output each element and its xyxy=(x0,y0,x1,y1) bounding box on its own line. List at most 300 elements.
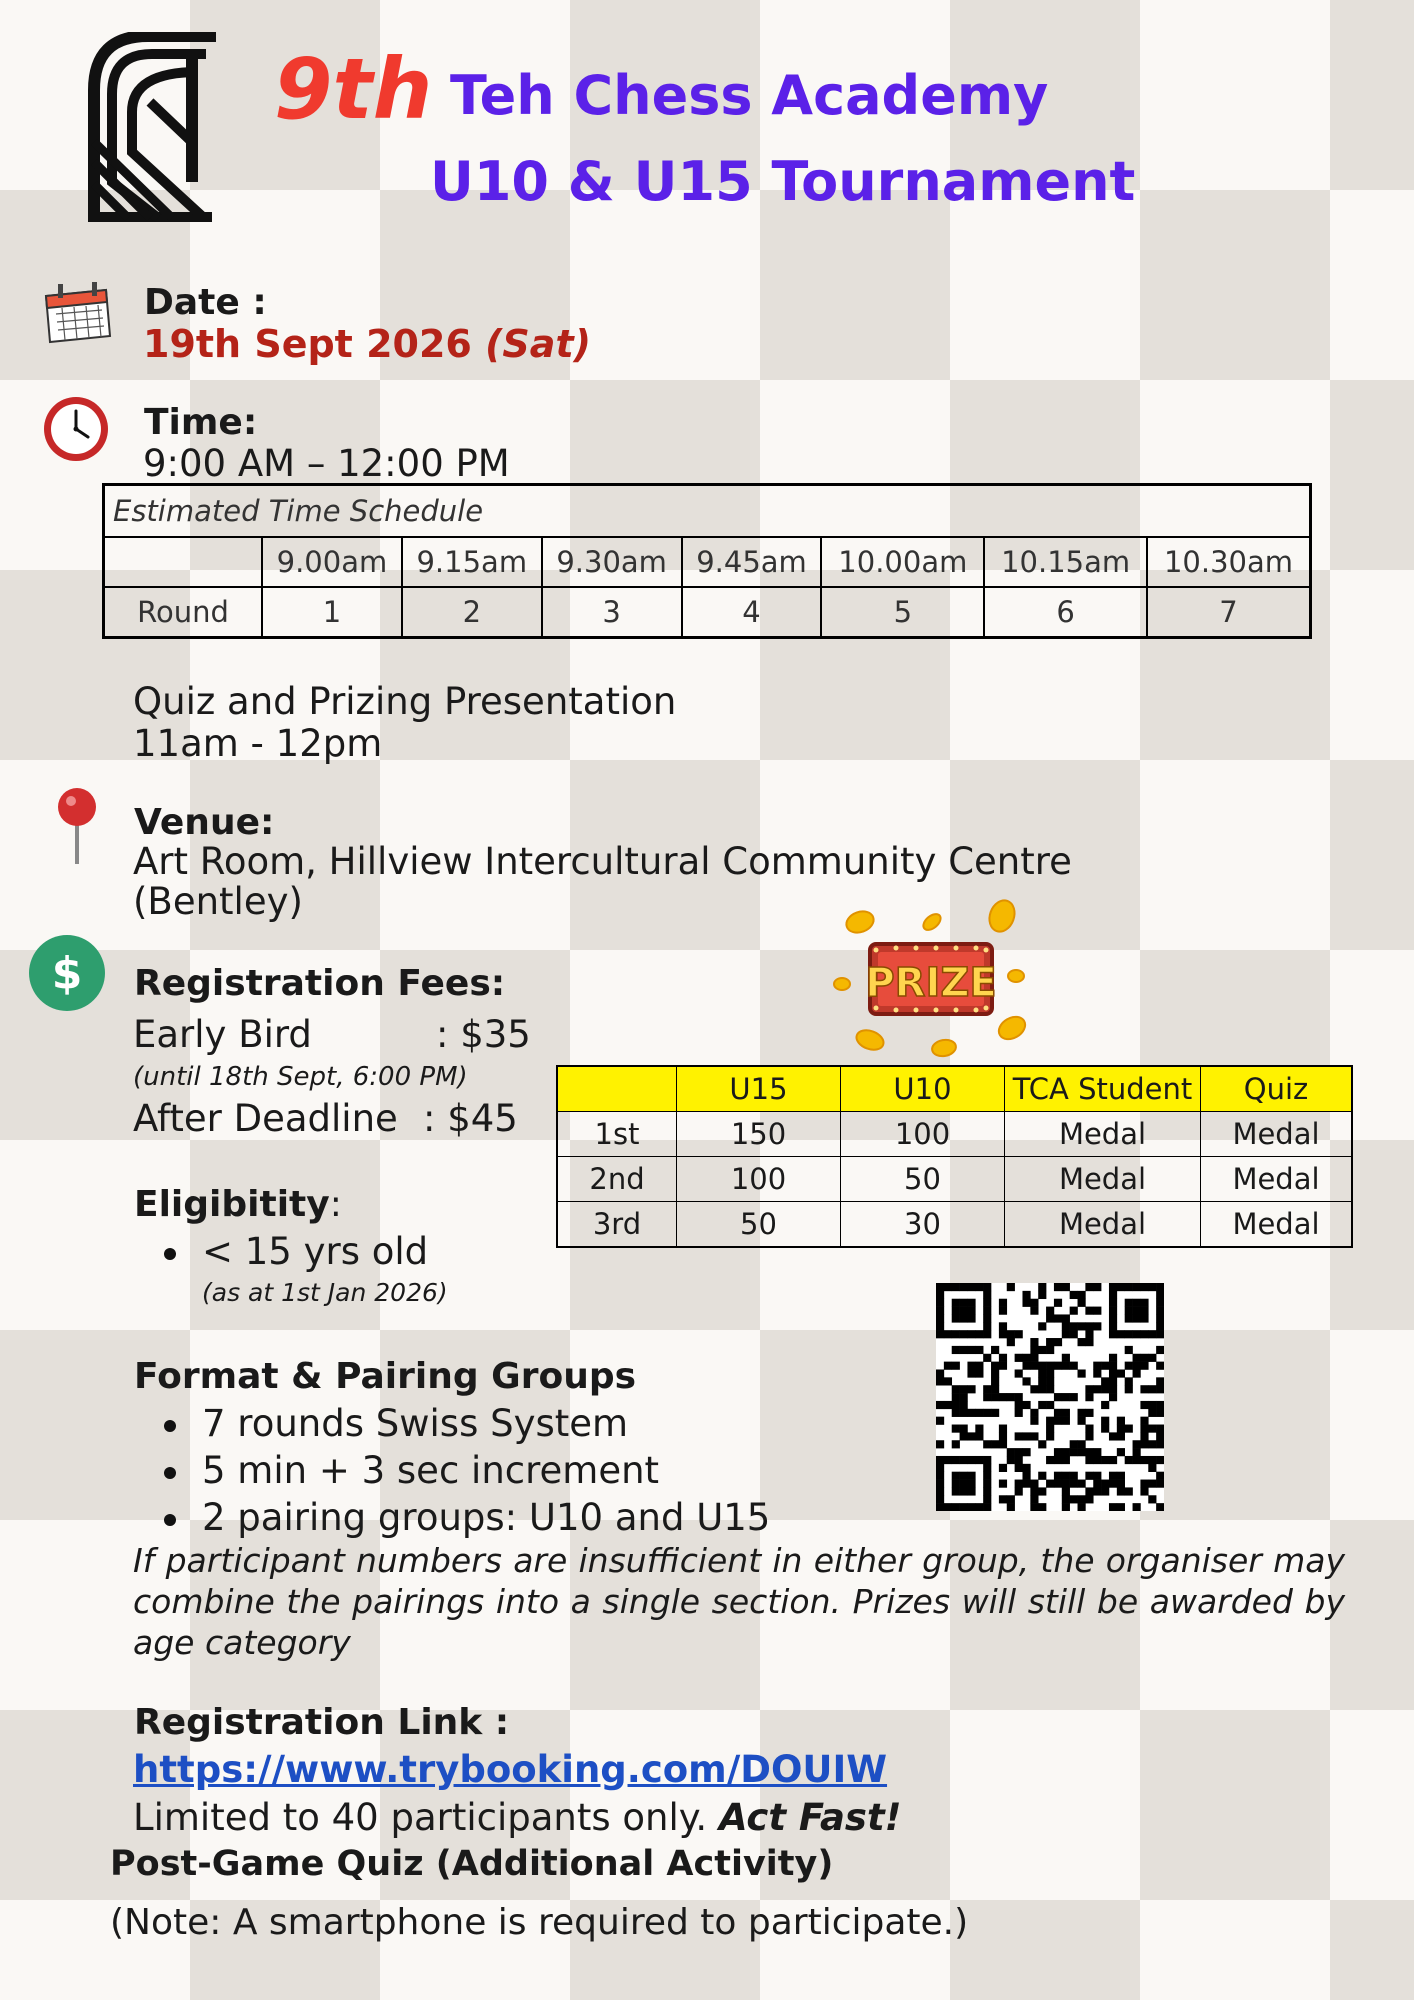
qr-module xyxy=(967,1503,975,1511)
schedule-round: 2 xyxy=(402,587,542,638)
qr-module xyxy=(936,1330,944,1338)
qr-module xyxy=(1156,1346,1164,1354)
schedule-time: 9.30am xyxy=(542,537,682,587)
qr-module xyxy=(1109,1472,1117,1480)
date-label: Date : xyxy=(144,282,267,323)
qr-module xyxy=(952,1299,960,1307)
qr-module xyxy=(1117,1369,1125,1377)
qr-module xyxy=(1133,1283,1141,1291)
qr-module xyxy=(1156,1377,1164,1385)
qr-module xyxy=(960,1393,968,1401)
qr-module xyxy=(952,1409,960,1417)
qr-module xyxy=(999,1480,1007,1488)
early-bird-note: (until 18th Sept, 6:00 PM) xyxy=(133,1062,468,1092)
qr-module xyxy=(1148,1385,1156,1393)
prize-header-corner xyxy=(557,1066,677,1112)
qr-module xyxy=(1015,1448,1023,1456)
qr-module xyxy=(1007,1338,1015,1346)
qr-module xyxy=(1148,1425,1156,1433)
prize-cell: 150 xyxy=(677,1112,841,1157)
qr-module xyxy=(1030,1362,1038,1370)
qr-module xyxy=(1022,1448,1030,1456)
qr-module xyxy=(936,1464,944,1472)
qr-module xyxy=(936,1307,944,1315)
qr-module xyxy=(1156,1322,1164,1330)
qr-module xyxy=(1054,1448,1062,1456)
qr-module xyxy=(936,1487,944,1495)
qr-module xyxy=(1093,1472,1101,1480)
qr-module xyxy=(1046,1314,1054,1322)
qr-module xyxy=(1085,1393,1093,1401)
qr-module xyxy=(1062,1503,1070,1511)
qr-module xyxy=(936,1369,944,1377)
qr-module xyxy=(1015,1456,1023,1464)
qr-module xyxy=(983,1330,991,1338)
qr-module xyxy=(1054,1393,1062,1401)
qr-module xyxy=(967,1472,975,1480)
prize-cell: Medal xyxy=(1201,1202,1353,1248)
qr-module xyxy=(983,1456,991,1464)
qr-module xyxy=(1030,1487,1038,1495)
qr-module xyxy=(1046,1346,1054,1354)
prize-cell: Medal xyxy=(1005,1202,1201,1248)
schedule-table xyxy=(102,483,1312,639)
qr-module xyxy=(960,1330,968,1338)
qr-module xyxy=(1078,1322,1086,1330)
qr-module xyxy=(1085,1322,1093,1330)
schedule-time: 9.45am xyxy=(682,537,822,587)
qr-module xyxy=(936,1495,944,1503)
qr-module xyxy=(960,1503,968,1511)
qr-module xyxy=(1046,1417,1054,1425)
qr-module xyxy=(1038,1401,1046,1409)
qr-module xyxy=(1148,1495,1156,1503)
qr-module xyxy=(1054,1362,1062,1370)
date-value: 19th Sept 2026 xyxy=(143,322,472,366)
qr-module xyxy=(952,1472,960,1480)
registration-limit-row xyxy=(133,1796,902,1839)
qr-module xyxy=(1070,1472,1078,1480)
qr-module xyxy=(1030,1503,1038,1511)
qr-module xyxy=(960,1432,968,1440)
qr-module xyxy=(936,1472,944,1480)
qr-module xyxy=(983,1283,991,1291)
registration-link[interactable]: https://www.trybooking.com/DOUIW xyxy=(133,1748,888,1791)
qr-module xyxy=(1085,1330,1093,1338)
qr-module xyxy=(1022,1464,1030,1472)
qr-module xyxy=(1085,1283,1093,1291)
qr-module xyxy=(983,1487,991,1495)
qr-module xyxy=(1015,1480,1023,1488)
qr-module xyxy=(1062,1417,1070,1425)
qr-module xyxy=(1054,1480,1062,1488)
qr-module xyxy=(1015,1487,1023,1495)
qr-module xyxy=(967,1307,975,1315)
qr-module xyxy=(1140,1314,1148,1322)
qr-module xyxy=(1070,1362,1078,1370)
qr-module xyxy=(1101,1487,1109,1495)
qr-module xyxy=(1125,1283,1133,1291)
qr-module xyxy=(944,1401,952,1409)
quiz-presentation-title: Quiz and Prizing Presentation xyxy=(133,680,677,723)
eligibility-note: (as at 1st Jan 2026) xyxy=(202,1278,448,1307)
qr-module xyxy=(1038,1440,1046,1448)
qr-module xyxy=(1085,1409,1093,1417)
qr-module xyxy=(1062,1409,1070,1417)
prize-row xyxy=(557,1157,1352,1202)
qr-module xyxy=(1133,1299,1141,1307)
qr-module xyxy=(1156,1480,1164,1488)
schedule-time: 9.15am xyxy=(402,537,542,587)
qr-module xyxy=(1109,1432,1117,1440)
qr-module xyxy=(975,1425,983,1433)
qr-module xyxy=(975,1283,983,1291)
qr-module xyxy=(1125,1346,1133,1354)
qr-module xyxy=(1140,1385,1148,1393)
qr-module xyxy=(1022,1432,1030,1440)
qr-module xyxy=(1054,1409,1062,1417)
eligibility-heading xyxy=(134,1184,342,1225)
qr-module xyxy=(1015,1401,1023,1409)
qr-module xyxy=(999,1440,1007,1448)
qr-module xyxy=(1109,1456,1117,1464)
date-value-row xyxy=(143,322,591,366)
qr-module xyxy=(967,1330,975,1338)
qr-module xyxy=(1046,1338,1054,1346)
qr-module xyxy=(1070,1330,1078,1338)
qr-module xyxy=(999,1299,1007,1307)
qr-module xyxy=(983,1393,991,1401)
qr-module xyxy=(1125,1425,1133,1433)
qr-module xyxy=(975,1432,983,1440)
qr-module xyxy=(1085,1385,1093,1393)
qr-module xyxy=(983,1307,991,1315)
qr-module xyxy=(1030,1338,1038,1346)
qr-module xyxy=(1101,1385,1109,1393)
title-line2: U10 & U15 Tournament xyxy=(430,150,1136,213)
qr-module xyxy=(1062,1472,1070,1480)
qr-module xyxy=(1078,1448,1086,1456)
qr-module xyxy=(1030,1495,1038,1503)
qr-module xyxy=(1046,1425,1054,1433)
qr-module xyxy=(1062,1322,1070,1330)
qr-module xyxy=(1030,1409,1038,1417)
qr-module xyxy=(1093,1283,1101,1291)
calendar-icon xyxy=(40,282,112,348)
qr-module xyxy=(999,1322,1007,1330)
qr-module xyxy=(1070,1291,1078,1299)
prize-place: 2nd xyxy=(557,1157,677,1202)
qr-module xyxy=(1078,1338,1086,1346)
qr-module xyxy=(1078,1369,1086,1377)
qr-module xyxy=(1022,1362,1030,1370)
schedule-time: 10.15am xyxy=(984,537,1147,587)
qr-module xyxy=(1030,1307,1038,1315)
qr-module xyxy=(1109,1362,1117,1370)
qr-module xyxy=(1007,1330,1015,1338)
qr-module xyxy=(960,1385,968,1393)
qr-module xyxy=(1148,1401,1156,1409)
qr-module xyxy=(1007,1448,1015,1456)
qr-module xyxy=(1054,1314,1062,1322)
qr-module xyxy=(1046,1456,1054,1464)
qr-module xyxy=(1022,1480,1030,1488)
qr-module xyxy=(1140,1487,1148,1495)
qr-module xyxy=(975,1409,983,1417)
qr-module xyxy=(952,1362,960,1370)
qr-module xyxy=(1085,1448,1093,1456)
qr-module xyxy=(944,1456,952,1464)
qr-module xyxy=(952,1480,960,1488)
qr-module xyxy=(936,1417,944,1425)
qr-module xyxy=(1156,1385,1164,1393)
qr-module xyxy=(1140,1440,1148,1448)
prize-place: 1st xyxy=(557,1112,677,1157)
qr-module xyxy=(1085,1472,1093,1480)
qr-module xyxy=(1038,1503,1046,1511)
qr-module xyxy=(960,1472,968,1480)
qr-module xyxy=(1022,1377,1030,1385)
qr-module xyxy=(1101,1362,1109,1370)
qr-module xyxy=(1140,1283,1148,1291)
qr-module xyxy=(1109,1307,1117,1315)
qr-module xyxy=(1133,1440,1141,1448)
qr-module xyxy=(1140,1480,1148,1488)
qr-module xyxy=(1085,1487,1093,1495)
date-day: (Sat) xyxy=(485,322,591,366)
qr-module xyxy=(1054,1299,1062,1307)
qr-module xyxy=(967,1480,975,1488)
qr-module xyxy=(960,1299,968,1307)
qr-module xyxy=(1038,1322,1046,1330)
qr-module xyxy=(1109,1480,1117,1488)
qr-module xyxy=(1148,1283,1156,1291)
qr-module xyxy=(936,1440,944,1448)
qr-module xyxy=(967,1362,975,1370)
qr-module xyxy=(967,1409,975,1417)
qr-module xyxy=(991,1362,999,1370)
qr-module xyxy=(983,1472,991,1480)
qr-module xyxy=(1148,1464,1156,1472)
format-item: 5 min + 3 sec increment xyxy=(138,1447,770,1494)
qr-module xyxy=(983,1385,991,1393)
qr-module xyxy=(1101,1401,1109,1409)
qr-module xyxy=(1054,1417,1062,1425)
qr-module xyxy=(1156,1503,1164,1511)
qr-module xyxy=(1062,1487,1070,1495)
qr-module xyxy=(1038,1291,1046,1299)
qr-module xyxy=(960,1487,968,1495)
venue-label: Venue: xyxy=(134,802,275,843)
qr-module xyxy=(1156,1314,1164,1322)
early-bird-value: : $35 xyxy=(436,1013,531,1056)
qr-module xyxy=(952,1487,960,1495)
qr-module xyxy=(983,1440,991,1448)
qr-module xyxy=(1125,1299,1133,1307)
qr-module xyxy=(1022,1472,1030,1480)
qr-module xyxy=(1062,1362,1070,1370)
qr-module xyxy=(991,1440,999,1448)
qr-module xyxy=(1156,1432,1164,1440)
qr-module xyxy=(1038,1385,1046,1393)
format-label: Format & Pairing Groups xyxy=(134,1356,637,1397)
qr-module xyxy=(999,1432,1007,1440)
qr-module xyxy=(1117,1330,1125,1338)
qr-module xyxy=(1062,1283,1070,1291)
qr-module xyxy=(1007,1503,1015,1511)
qr-module xyxy=(1046,1385,1054,1393)
qr-module xyxy=(1070,1322,1078,1330)
qr-module xyxy=(1015,1393,1023,1401)
qr-module xyxy=(936,1377,944,1385)
qr-module xyxy=(1022,1401,1030,1409)
qr-module xyxy=(967,1487,975,1495)
qr-module xyxy=(1015,1330,1023,1338)
prize-cell: 100 xyxy=(841,1112,1005,1157)
qr-module xyxy=(1022,1299,1030,1307)
qr-module xyxy=(975,1346,983,1354)
schedule-row-label: Round xyxy=(104,587,263,638)
qr-module xyxy=(1148,1354,1156,1362)
schedule-time: 10.30am xyxy=(1147,537,1311,587)
qr-module xyxy=(944,1330,952,1338)
time-value: 9:00 AM – 12:00 PM xyxy=(143,442,510,485)
qr-module xyxy=(1148,1409,1156,1417)
format-note: If participant numbers are insufficient in either group, the organiser may combine the pairings into a single section. Prizes will still be awarded by age category xyxy=(133,1541,1345,1662)
qr-module xyxy=(1140,1330,1148,1338)
qr-module xyxy=(975,1330,983,1338)
qr-module xyxy=(1125,1307,1133,1315)
qr-module xyxy=(1101,1377,1109,1385)
chess-academy-logo xyxy=(88,32,220,222)
qr-module xyxy=(936,1401,944,1409)
qr-module xyxy=(1109,1385,1117,1393)
qr-module xyxy=(936,1283,944,1291)
qr-module xyxy=(960,1456,968,1464)
qr-module xyxy=(975,1362,983,1370)
qr-module xyxy=(1156,1299,1164,1307)
qr-module xyxy=(1117,1480,1125,1488)
qr-module xyxy=(1078,1503,1086,1511)
qr-module xyxy=(991,1369,999,1377)
qr-module xyxy=(967,1314,975,1322)
qr-module xyxy=(1054,1456,1062,1464)
qr-module xyxy=(936,1299,944,1307)
fees-label: Registration Fees: xyxy=(134,963,506,1004)
qr-module xyxy=(952,1456,960,1464)
qr-module xyxy=(1156,1401,1164,1409)
qr-module xyxy=(1030,1417,1038,1425)
qr-module xyxy=(1062,1354,1070,1362)
registration-act-fast: Act Fast! xyxy=(718,1796,902,1839)
qr-module xyxy=(1062,1448,1070,1456)
qr-module xyxy=(1085,1338,1093,1346)
qr-module xyxy=(1078,1480,1086,1488)
qr-module xyxy=(1117,1448,1125,1456)
dollar-icon xyxy=(28,934,106,1012)
qr-module xyxy=(1133,1362,1141,1370)
qr-module xyxy=(1070,1307,1078,1315)
prize-header: U15 xyxy=(677,1066,841,1112)
qr-module xyxy=(1062,1393,1070,1401)
schedule-round: 4 xyxy=(682,587,822,638)
qr-module xyxy=(936,1456,944,1464)
schedule-round: 1 xyxy=(262,587,402,638)
qr-module xyxy=(983,1464,991,1472)
qr-module xyxy=(1101,1480,1109,1488)
format-item: 2 pairing groups: U10 and U15 xyxy=(138,1494,770,1541)
clock-icon xyxy=(40,393,112,465)
qr-module xyxy=(1093,1307,1101,1315)
qr-module xyxy=(983,1503,991,1511)
prize-cell: 50 xyxy=(677,1202,841,1248)
qr-module xyxy=(936,1291,944,1299)
qr-module xyxy=(1093,1322,1101,1330)
late-fee-label: After Deadline xyxy=(133,1097,398,1140)
quiz-presentation-time: 11am - 12pm xyxy=(133,722,383,765)
qr-module xyxy=(1038,1283,1046,1291)
qr-module xyxy=(1148,1480,1156,1488)
registration-label: Registration Link : xyxy=(134,1702,510,1743)
qr-module xyxy=(975,1456,983,1464)
qr-module xyxy=(999,1354,1007,1362)
prize-cell: 100 xyxy=(677,1157,841,1202)
qr-module xyxy=(1140,1417,1148,1425)
qr-module xyxy=(1030,1299,1038,1307)
qr-module xyxy=(1030,1346,1038,1354)
qr-module xyxy=(1125,1456,1133,1464)
schedule-round: 5 xyxy=(821,587,984,638)
qr-module xyxy=(983,1299,991,1307)
post-quiz-title: Post-Game Quiz (Additional Activity) xyxy=(110,1844,834,1884)
qr-module xyxy=(952,1283,960,1291)
qr-module xyxy=(1007,1393,1015,1401)
qr-module xyxy=(960,1283,968,1291)
qr-module xyxy=(1117,1487,1125,1495)
qr-module xyxy=(1015,1432,1023,1440)
qr-module xyxy=(1148,1330,1156,1338)
qr-module xyxy=(1133,1307,1141,1315)
qr-module xyxy=(1125,1330,1133,1338)
schedule-round: 7 xyxy=(1147,587,1311,638)
qr-module xyxy=(1109,1314,1117,1322)
qr-module xyxy=(1078,1440,1086,1448)
qr-module xyxy=(952,1385,960,1393)
qr-module xyxy=(1022,1291,1030,1299)
qr-code[interactable] xyxy=(936,1283,1164,1511)
qr-module xyxy=(1133,1448,1141,1456)
qr-module xyxy=(1156,1456,1164,1464)
qr-module xyxy=(960,1409,968,1417)
qr-module xyxy=(952,1393,960,1401)
prize-place: 3rd xyxy=(557,1202,677,1248)
qr-module xyxy=(1133,1354,1141,1362)
qr-module xyxy=(944,1503,952,1511)
qr-module xyxy=(1015,1409,1023,1417)
prize-cell: 30 xyxy=(841,1202,1005,1248)
qr-module xyxy=(983,1314,991,1322)
qr-module xyxy=(1078,1299,1086,1307)
qr-module xyxy=(1109,1322,1117,1330)
qr-module xyxy=(1085,1495,1093,1503)
qr-module xyxy=(936,1480,944,1488)
prize-cell: 50 xyxy=(841,1157,1005,1202)
qr-module xyxy=(1046,1480,1054,1488)
qr-module xyxy=(1093,1385,1101,1393)
qr-module xyxy=(960,1314,968,1322)
qr-module xyxy=(1038,1369,1046,1377)
qr-module xyxy=(1156,1409,1164,1417)
